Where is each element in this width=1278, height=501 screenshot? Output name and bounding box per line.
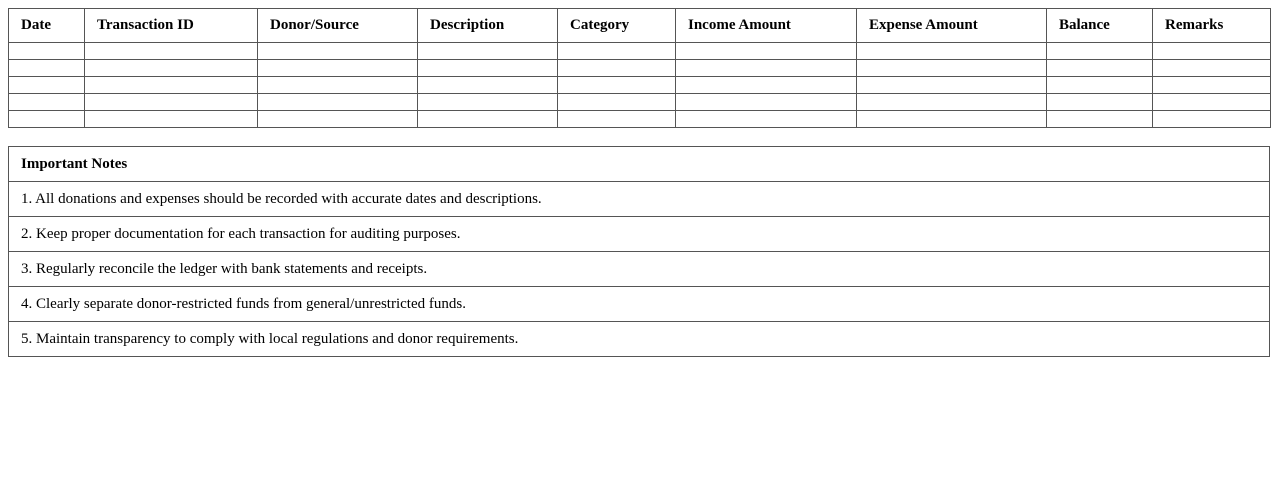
note-item: 3. Regularly reconcile the ledger with bank statements and receipts. — [9, 252, 1270, 287]
table-cell — [676, 60, 857, 77]
column-header-expense-amount: Expense Amount — [857, 9, 1047, 43]
table-cell — [258, 43, 418, 60]
table-cell — [1153, 60, 1271, 77]
table-cell — [85, 94, 258, 111]
table-cell — [418, 60, 558, 77]
table-cell — [1153, 111, 1271, 128]
column-header-remarks: Remarks — [1153, 9, 1271, 43]
table-row — [9, 43, 1271, 60]
note-item: 4. Clearly separate donor-restricted funds from general/unrestricted funds. — [9, 287, 1270, 322]
note-row — [9, 322, 1270, 357]
table-cell — [418, 43, 558, 60]
note-item: 2. Keep proper documentation for each transaction for auditing purposes. — [9, 217, 1270, 252]
note-row — [9, 252, 1270, 287]
note-item: 1. All donations and expenses should be recorded with accurate dates and descriptions. — [9, 182, 1270, 217]
note-row — [9, 287, 1270, 322]
table-cell — [1153, 77, 1271, 94]
table-cell — [676, 43, 857, 60]
table-cell — [676, 77, 857, 94]
column-header-balance: Balance — [1047, 9, 1153, 43]
table-cell — [258, 111, 418, 128]
table-cell — [558, 43, 676, 60]
notes-heading-row — [9, 147, 1270, 182]
table-cell — [857, 94, 1047, 111]
notes-heading: Important Notes — [9, 147, 1270, 182]
column-header-description: Description — [418, 9, 558, 43]
table-cell — [857, 43, 1047, 60]
table-row — [9, 77, 1271, 94]
notes-table — [8, 146, 1270, 357]
column-header-transaction-id: Transaction ID — [85, 9, 258, 43]
ledger-header-row — [9, 9, 1271, 43]
table-cell — [857, 60, 1047, 77]
table-cell — [9, 94, 85, 111]
table-cell — [558, 60, 676, 77]
table-cell — [1047, 77, 1153, 94]
table-cell — [9, 60, 85, 77]
table-cell — [1047, 94, 1153, 111]
column-header-donor-source: Donor/Source — [258, 9, 418, 43]
column-header-income-amount: Income Amount — [676, 9, 857, 43]
table-cell — [418, 94, 558, 111]
note-item: 5. Maintain transparency to comply with local regulations and donor requirements. — [9, 322, 1270, 357]
table-cell — [258, 94, 418, 111]
table-cell — [676, 111, 857, 128]
table-cell — [558, 77, 676, 94]
table-cell — [676, 94, 857, 111]
table-cell — [1047, 111, 1153, 128]
table-cell — [1047, 60, 1153, 77]
table-cell — [857, 77, 1047, 94]
table-cell — [85, 43, 258, 60]
table-cell — [558, 111, 676, 128]
table-cell — [85, 60, 258, 77]
column-header-date: Date — [9, 9, 85, 43]
note-row — [9, 217, 1270, 252]
table-row — [9, 111, 1271, 128]
table-row — [9, 94, 1271, 111]
note-row — [9, 182, 1270, 217]
table-cell — [558, 94, 676, 111]
table-cell — [85, 111, 258, 128]
table-cell — [1047, 43, 1153, 60]
table-cell — [85, 77, 258, 94]
table-cell — [9, 111, 85, 128]
ledger-table — [8, 8, 1271, 128]
table-cell — [1153, 43, 1271, 60]
table-cell — [418, 111, 558, 128]
table-cell — [258, 60, 418, 77]
table-cell — [1153, 94, 1271, 111]
table-cell — [9, 77, 85, 94]
table-cell — [9, 43, 85, 60]
table-cell — [418, 77, 558, 94]
table-cell — [258, 77, 418, 94]
table-row — [9, 60, 1271, 77]
column-header-category: Category — [558, 9, 676, 43]
table-cell — [857, 111, 1047, 128]
